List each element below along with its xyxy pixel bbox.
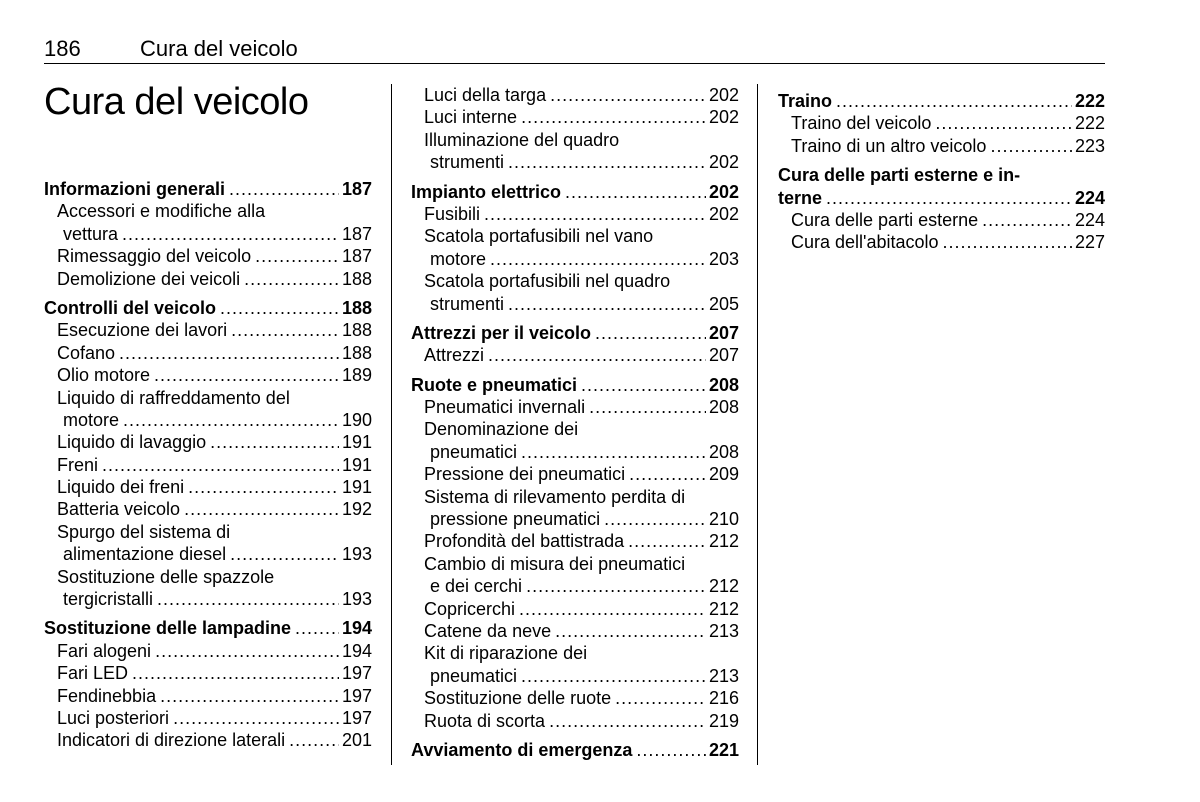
toc-entry[interactable] [411, 441, 739, 463]
column-divider [757, 84, 758, 765]
toc-entry-label: strumenti [430, 152, 505, 173]
toc-entry[interactable] [411, 665, 739, 687]
dot-leader [155, 640, 339, 662]
toc-entry-line [44, 566, 372, 588]
toc-entry-label: Pneumatici invernali [424, 397, 586, 418]
toc-entry-label: Ruota di scorta [424, 710, 546, 731]
toc-page-number: 222 [1074, 91, 1105, 111]
toc-entry-label: motore [63, 409, 120, 430]
dot-leader [595, 322, 706, 344]
toc-entry-label: Cofano [57, 342, 116, 363]
dot-leader [990, 135, 1072, 157]
dot-leader [157, 588, 339, 610]
toc-entry-label: pneumatici [430, 441, 518, 462]
toc-entry[interactable] [778, 112, 1105, 134]
toc-entry-label: Esecuzione dei lavori [57, 320, 228, 341]
toc-entry-label: motore [430, 248, 487, 269]
toc-page-number: 212 [708, 531, 739, 552]
toc-page-number: 191 [341, 454, 372, 475]
toc-entry[interactable] [411, 106, 739, 128]
toc-entry-label: e dei cerchi [430, 576, 523, 597]
toc-page-number: 208 [708, 374, 739, 395]
section-gap [44, 610, 372, 617]
toc-entry-line [411, 553, 739, 575]
toc-entry-label: Controlli del veicolo [44, 297, 217, 318]
toc-entry-label: Sostituzione delle lampadine [44, 618, 292, 639]
dot-leader [519, 598, 706, 620]
toc-entry-label: Sostituzione delle ruote [424, 688, 612, 709]
dot-leader [521, 441, 706, 463]
toc-entry[interactable] [44, 431, 372, 453]
dot-leader [935, 112, 1072, 134]
dot-leader [615, 687, 706, 709]
toc-section-entry[interactable] [411, 181, 739, 203]
toc-entry-label: Attrezzi [424, 345, 485, 366]
dot-leader [173, 707, 339, 729]
toc-entry-label: Traino [778, 91, 833, 111]
toc-entry-label: Kit di riparazione dei [424, 643, 588, 664]
section-gap [411, 732, 739, 739]
toc-entry-label: Liquido dei freni [57, 477, 185, 498]
dot-leader [230, 543, 339, 565]
dot-leader [508, 293, 706, 315]
toc-page-number: 208 [708, 441, 739, 462]
toc-page-number: 201 [341, 730, 372, 751]
toc-page-number: 202 [708, 107, 739, 128]
toc-page-number: 194 [341, 640, 372, 661]
toc-page-number: 203 [708, 248, 739, 269]
toc-entry-label: Impianto elettrico [411, 181, 562, 202]
toc-entry-line [44, 387, 372, 409]
toc-entry-label: Cura delle parti esterne [791, 209, 979, 230]
dot-leader [550, 84, 706, 106]
dot-leader [289, 729, 339, 751]
toc-entry[interactable] [411, 203, 739, 225]
toc-entry-label: Liquido di lavaggio [57, 432, 207, 453]
dot-leader [982, 209, 1072, 231]
toc-entry-label: Attrezzi per il veicolo [411, 322, 592, 343]
toc-page-number: 188 [341, 268, 372, 289]
toc-entry-line [411, 642, 739, 664]
toc-page-number: 227 [1074, 232, 1105, 253]
section-gap [411, 367, 739, 374]
toc-entry-label: vettura [63, 223, 119, 244]
dot-leader [123, 409, 339, 431]
dot-leader [628, 530, 706, 552]
toc-entry-label: Profondità del battistrada [424, 531, 625, 552]
toc-page-number: 208 [708, 397, 739, 418]
toc-entry[interactable] [44, 409, 372, 431]
toc-page-number: 212 [708, 576, 739, 597]
toc-page-number: 222 [1074, 113, 1105, 134]
toc-entry-label: Rimessaggio del veicolo [57, 246, 252, 267]
toc-entry-label: Denominazione dei [424, 419, 579, 440]
toc-page-number: 193 [341, 589, 372, 610]
dot-leader [484, 203, 706, 225]
toc-page-number: 202 [708, 203, 739, 224]
dot-leader [488, 344, 706, 366]
toc-page-number: 187 [341, 223, 372, 244]
toc-page-number: 202 [708, 181, 739, 202]
toc-entry-line [411, 486, 739, 508]
section-gap [44, 290, 372, 297]
toc-entry-label: Sistema di rilevamento perdita di [424, 486, 686, 507]
toc-entry[interactable] [411, 598, 739, 620]
dot-leader [581, 374, 706, 396]
toc-entry-label: strumenti [430, 293, 505, 314]
dot-leader [220, 297, 339, 319]
toc-entry[interactable] [44, 364, 372, 386]
section-gap [411, 315, 739, 322]
dot-leader [295, 617, 339, 639]
toc-column-2 [411, 84, 739, 761]
dot-leader [943, 231, 1072, 253]
toc-entry-line [778, 164, 1105, 186]
dot-leader [122, 223, 339, 245]
toc-entry-label: Cura dell'abitacolo [791, 232, 939, 253]
dot-leader [549, 710, 706, 732]
dot-leader [255, 245, 339, 267]
toc-page-number: 193 [341, 544, 372, 565]
toc-page-number: 207 [708, 322, 739, 343]
dot-leader [826, 187, 1072, 209]
toc-page-number: 224 [1074, 187, 1105, 208]
toc-entry-line [411, 225, 739, 247]
toc-entry-label: Spurgo del sistema di [57, 521, 231, 542]
toc-entry[interactable] [778, 135, 1105, 157]
toc-entry-label: Freni [57, 454, 99, 475]
dot-leader [119, 342, 339, 364]
toc-entry-label: Traino del veicolo [791, 113, 932, 134]
toc-entry-line [411, 418, 739, 440]
toc-entry-label: Pressione dei pneumatici [424, 464, 626, 485]
toc-section-entry[interactable] [44, 178, 372, 200]
toc-entry[interactable] [411, 151, 739, 173]
toc-entry-label: Informazioni generali [44, 179, 226, 199]
toc-entry-label: Copricerchi [424, 598, 516, 619]
toc-page-number: 190 [341, 409, 372, 430]
toc-entry-label: Fari alogeni [57, 640, 152, 661]
toc-page-number: 202 [708, 152, 739, 173]
toc-page-number: 197 [341, 663, 372, 684]
toc-entry[interactable] [44, 498, 372, 520]
toc-section-entry[interactable] [411, 374, 739, 396]
toc-entry-label: Sostituzione delle spazzole [57, 566, 275, 587]
toc-entry[interactable] [411, 710, 739, 732]
toc-page-number: 216 [708, 688, 739, 709]
toc-page-number: 209 [708, 464, 739, 485]
dot-leader [521, 665, 706, 687]
toc-entry[interactable] [411, 84, 739, 106]
header-rule [44, 63, 1105, 64]
toc-entry[interactable] [44, 640, 372, 662]
toc-entry[interactable] [44, 223, 372, 245]
dot-leader [160, 685, 339, 707]
toc-entry-label: Luci della targa [424, 85, 547, 105]
chapter-title: Cura del veicolo [44, 81, 309, 123]
toc-entry-label: Illuminazione del quadro [424, 129, 620, 150]
toc-section-entry[interactable] [411, 739, 739, 761]
toc-entry-label: Demolizione dei veicoli [57, 268, 241, 289]
toc-entry[interactable] [44, 588, 372, 610]
toc-entry[interactable] [411, 530, 739, 552]
toc-entry-label: Scatola portafusibili nel vano [424, 226, 654, 247]
toc-entry-label: Luci posteriori [57, 707, 170, 728]
toc-entry[interactable] [411, 463, 739, 485]
toc-section-entry[interactable] [44, 617, 372, 639]
dot-leader [508, 151, 706, 173]
toc-page-number: 205 [708, 293, 739, 314]
toc-entry[interactable] [411, 293, 739, 315]
dot-leader [555, 620, 706, 642]
dot-leader [244, 268, 339, 290]
toc-entry-label: Traino di un altro veicolo [791, 135, 987, 156]
toc-entry-label: terne [778, 187, 823, 208]
toc-page-number: 191 [341, 432, 372, 453]
dot-leader [102, 454, 339, 476]
dot-leader [526, 575, 706, 597]
toc-entry-label: Avviamento di emergenza [411, 739, 633, 760]
toc-entry-line [44, 521, 372, 543]
toc-page-number: 188 [341, 320, 372, 341]
dot-leader [188, 476, 339, 498]
toc-entry-label: pneumatici [430, 665, 518, 686]
running-header [44, 36, 298, 62]
toc-entry[interactable] [44, 454, 372, 476]
toc-entry[interactable] [44, 245, 372, 267]
toc-entry-label: Catene da neve [424, 620, 552, 641]
toc-page-number: 213 [708, 620, 739, 641]
toc-entry-label: pressione pneumatici [430, 509, 601, 530]
toc-entry-line [44, 200, 372, 222]
toc-section-entry[interactable] [778, 187, 1105, 209]
toc-entry[interactable] [44, 268, 372, 290]
toc-entry-line [411, 129, 739, 151]
toc-page-number: 221 [708, 739, 739, 760]
toc-entry-label: Fari LED [57, 663, 129, 684]
dot-leader [629, 463, 706, 485]
toc-entry-label: alimentazione diesel [63, 544, 227, 565]
toc-page-number: 189 [341, 365, 372, 386]
dot-leader [132, 662, 339, 684]
section-gap [778, 157, 1105, 164]
toc-entry-label: Indicatori di direzione laterali [57, 730, 286, 751]
dot-leader [836, 90, 1072, 112]
toc-page-number: 213 [708, 665, 739, 686]
toc-page-number: 188 [341, 297, 372, 318]
toc-entry[interactable] [411, 620, 739, 642]
toc-entry-label: Batteria veicolo [57, 499, 181, 520]
toc-section-entry[interactable] [411, 322, 739, 344]
toc-entry[interactable] [411, 508, 739, 530]
toc-entry[interactable] [44, 543, 372, 565]
dot-leader [521, 106, 706, 128]
toc-entry[interactable] [411, 344, 739, 366]
toc-entry[interactable] [44, 662, 372, 684]
toc-entry[interactable] [778, 231, 1105, 253]
dot-leader [210, 431, 339, 453]
dot-leader [589, 396, 706, 418]
toc-page-number: 210 [708, 509, 739, 530]
toc-entry-line [411, 270, 739, 292]
toc-page-number: 207 [708, 345, 739, 366]
toc-entry-label: Scatola portafusibili nel quadro [424, 271, 671, 292]
toc-page-number: 192 [341, 499, 372, 520]
column-divider [391, 84, 392, 765]
toc-page-number: 187 [341, 246, 372, 267]
toc-page-number: 223 [1074, 135, 1105, 156]
toc-section-entry[interactable] [44, 297, 372, 319]
toc-entry[interactable] [44, 729, 372, 751]
dot-leader [565, 181, 706, 203]
toc-entry-label: tergicristalli [63, 589, 154, 610]
section-gap [411, 174, 739, 181]
toc-entry[interactable] [411, 248, 739, 270]
toc-column-3 [778, 90, 1105, 254]
dot-leader [154, 364, 339, 386]
running-header-section: Cura del veicolo [140, 36, 298, 61]
dot-leader [231, 319, 339, 341]
toc-entry-label: Fusibili [424, 203, 481, 224]
toc-entry-label: Cura delle parti esterne e in- [778, 165, 1021, 186]
toc-page-number: 188 [341, 342, 372, 363]
toc-entry[interactable] [44, 319, 372, 341]
toc-page-number: 202 [708, 85, 739, 105]
dot-leader [636, 739, 706, 761]
toc-entry[interactable] [778, 209, 1105, 231]
toc-page-number: 197 [341, 685, 372, 706]
toc-entry[interactable] [44, 707, 372, 729]
toc-entry-label: Ruote e pneumatici [411, 374, 578, 395]
dot-leader [490, 248, 706, 270]
toc-column-1 [44, 178, 372, 752]
toc-section-entry[interactable] [778, 90, 1105, 112]
toc-entry-label: Olio motore [57, 365, 151, 386]
toc-entry[interactable] [44, 342, 372, 364]
toc-page-number: 197 [341, 707, 372, 728]
toc-entry-label: Fendinebbia [57, 685, 157, 706]
dot-leader [184, 498, 339, 520]
toc-entry[interactable] [44, 476, 372, 498]
toc-page-number: 194 [341, 618, 372, 639]
toc-page-number: 187 [341, 179, 372, 199]
toc-page-number: 219 [708, 710, 739, 731]
toc-entry[interactable] [411, 687, 739, 709]
toc-entry[interactable] [44, 685, 372, 707]
toc-page-number: 212 [708, 598, 739, 619]
dot-leader [229, 178, 339, 200]
toc-entry[interactable] [411, 396, 739, 418]
toc-entry[interactable] [411, 575, 739, 597]
page-number: 186 [44, 36, 81, 61]
toc-entry-label: Cambio di misura dei pneumatici [424, 553, 686, 574]
toc-entry-label: Liquido di raffreddamento del [57, 387, 290, 408]
toc-entry-label: Luci interne [424, 107, 518, 128]
toc-entry-label: Accessori e modifiche alla [57, 201, 266, 222]
toc-page-number: 191 [341, 477, 372, 498]
dot-leader [604, 508, 706, 530]
toc-page-number: 224 [1074, 209, 1105, 230]
